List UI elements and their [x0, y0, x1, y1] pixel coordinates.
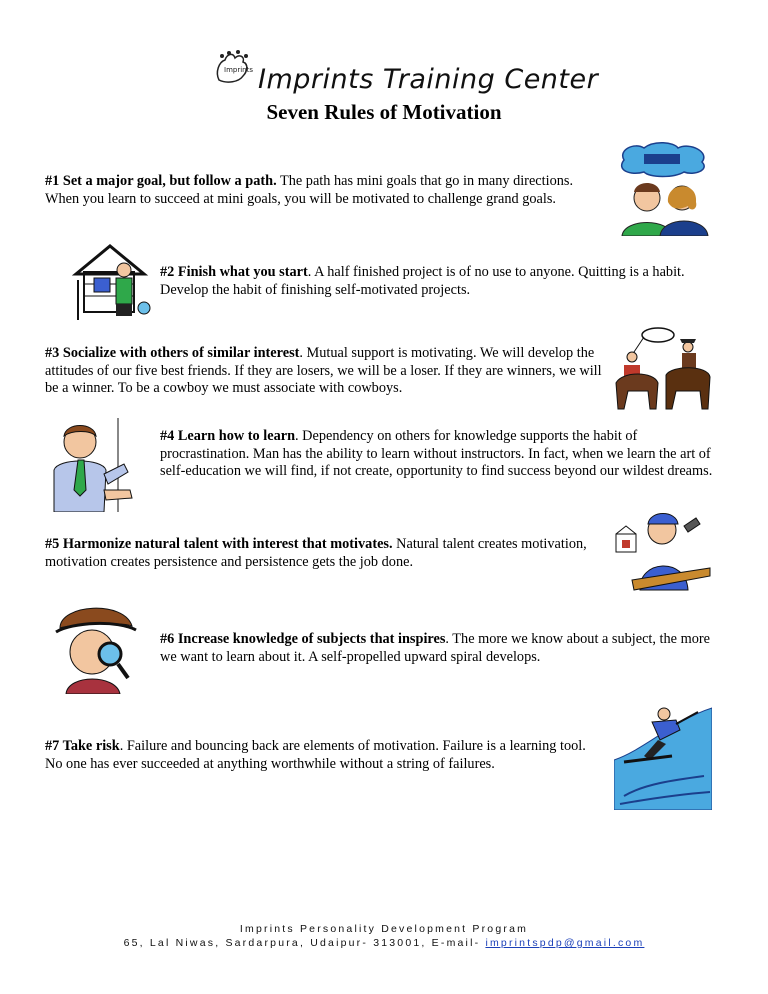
rule-4	[160, 428, 730, 481]
rule-body: . Failure and bouncing back are elements of motivation. Failure is a learning tool. No one has ever succeeded at anything worthwhile without a string of failures.	[45, 738, 586, 772]
rule-body: . Dependency on others for knowledge supports the habit of procrastination. Man has the ability to learn without instructors. In fact, when we learn the art of self-education we will find, if not create, opportunity to find success beyond our wildest dreams.	[160, 428, 713, 479]
rule-3	[45, 345, 607, 398]
rule-heading: #3 Socialize with others of similar interest	[45, 345, 300, 361]
rule-heading: #4 Learn how to learn	[160, 428, 296, 444]
rule-6	[160, 631, 730, 666]
email-link[interactable]: imprintspdp@gmail.com	[485, 937, 645, 949]
rule-body: Natural talent creates motivation, motivation creates persistence and persistence gets the job done.	[45, 536, 587, 570]
couple-dreaming-image	[614, 140, 712, 236]
rule-2	[160, 264, 730, 299]
rule-heading: #1 Set a major goal, but follow a path.	[45, 173, 277, 189]
detective-image	[52, 598, 138, 694]
cowboys-image	[614, 325, 712, 413]
brand-name: Imprints Training Center	[258, 64, 599, 95]
rule-1	[45, 173, 605, 208]
rule-heading: #5 Harmonize natural talent with interest that motivates.	[45, 536, 393, 552]
rule-body: . Mutual support is motivating. We will develop the attitudes of our five best friends. If they are losers, we will be a loser. If they are winners, we will be a winner. To be a cowboy we must associate with cowboys.	[45, 345, 602, 396]
rule-body: The path has mini goals that go in many directions. When you learn to succeed at mini goals, you will be motivated to challenge grand goals.	[45, 173, 574, 207]
pointing-man-image	[44, 418, 142, 512]
rule-body: . A half finished project is of no use to anyone. Quitting is a habit. Develop the habit of finishing self-motivated projects.	[160, 264, 685, 298]
footer-address	[0, 936, 768, 950]
rule-heading: #6 Increase knowledge of subjects that inspires	[160, 631, 446, 647]
skier-image	[614, 700, 712, 810]
imprints-logo-icon	[213, 50, 253, 86]
rule-5	[45, 536, 590, 571]
house-builder-image	[70, 240, 156, 322]
logo-text: Imprints	[224, 66, 253, 74]
rule-7	[45, 738, 590, 773]
carpenter-image	[614, 510, 712, 596]
footer-program: Imprints Personality Development Program	[239, 923, 529, 935]
rule-heading: #2 Finish what you start	[160, 264, 308, 280]
footer-address-text: 65, Lal Niwas, Sardarpura, Udaipur- 313001, E-mail-	[123, 937, 486, 949]
page-title: Seven Rules of Motivation	[266, 100, 502, 124]
footer	[0, 922, 768, 950]
rule-body: . The more we know about a subject, the more we want to learn about it. A self-propelled upward spiral develops.	[160, 631, 710, 665]
rule-heading: #7 Take risk	[45, 738, 120, 754]
